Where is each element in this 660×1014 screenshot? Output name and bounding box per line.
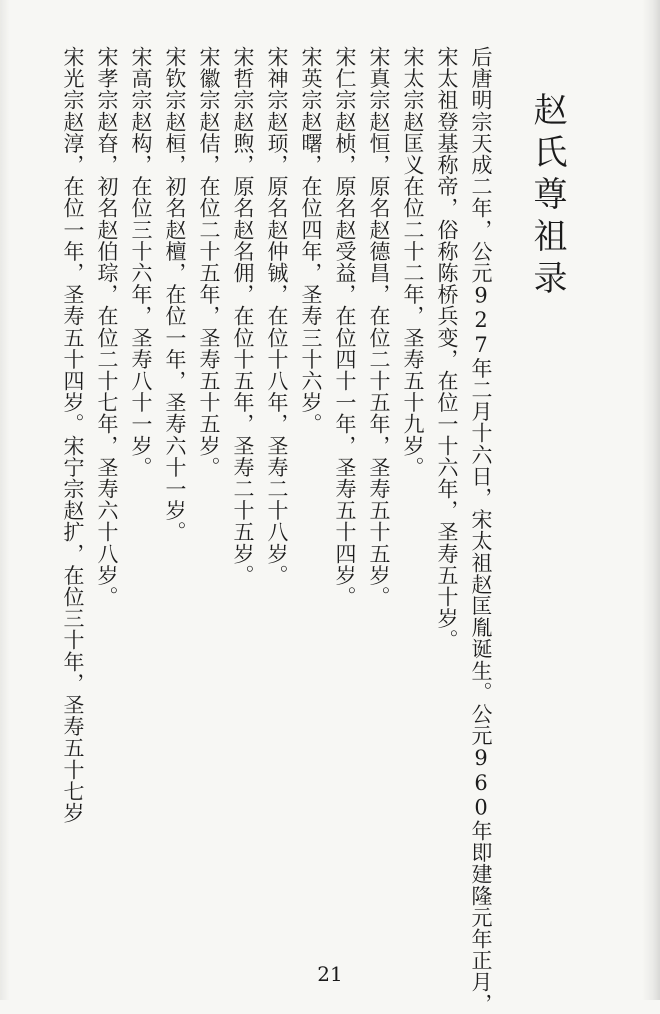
page-number: 21 <box>317 962 343 986</box>
text-column: 宋哲宗赵煦，原名赵名佣，在位十五年，圣寿二十五岁。 <box>231 46 255 586</box>
text-column: 宋高宗赵构，在位三十六年，圣寿八十一岁。 <box>129 46 153 478</box>
text-column: 宋孝宗赵昚，初名赵伯琮，在位二十七年，圣寿六十八岁。 <box>95 46 119 608</box>
page-edge-shadow-left <box>0 0 10 1000</box>
page-title: 赵氏尊祖录 <box>527 92 567 302</box>
page-edge-shadow-right <box>642 0 660 1000</box>
text-column: 后唐明宗天成二年，公元927年二月十六日，宋太祖赵匡胤诞生。公元960年即建隆元年正月， <box>469 46 493 1014</box>
text-column: 宋钦宗赵桓，初名赵檀，在位一年，圣寿六十一岁。 <box>163 46 187 543</box>
text-column: 宋徽宗赵佶，在位二十五年，圣寿五十五岁。 <box>197 46 221 478</box>
text-column: 宋仁宗赵桢，原名赵受益，在位四十一年，圣寿五十四岁。 <box>333 46 357 608</box>
text-column: 宋太祖登基称帝，俗称陈桥兵变，在位一十六年，圣寿五十岁。 <box>435 46 459 651</box>
text-column: 宋神宗赵顼，原名赵仲铖，在位十八年，圣寿二十八岁。 <box>265 46 289 586</box>
text-column: 宋真宗赵恒，原名赵德昌，在位二十五年，圣寿五十五岁。 <box>367 46 391 608</box>
text-column: 宋太宗赵匡义在位二十二年，圣寿五十九岁。 <box>401 46 425 478</box>
text-column: 宋光宗赵淳，在位一年，圣寿五十四岁。宋宁宗赵扩，在位三十年，圣寿五十七岁 <box>61 46 85 824</box>
text-column: 宋英宗赵曙，在位四年，圣寿三十六岁。 <box>299 46 323 435</box>
